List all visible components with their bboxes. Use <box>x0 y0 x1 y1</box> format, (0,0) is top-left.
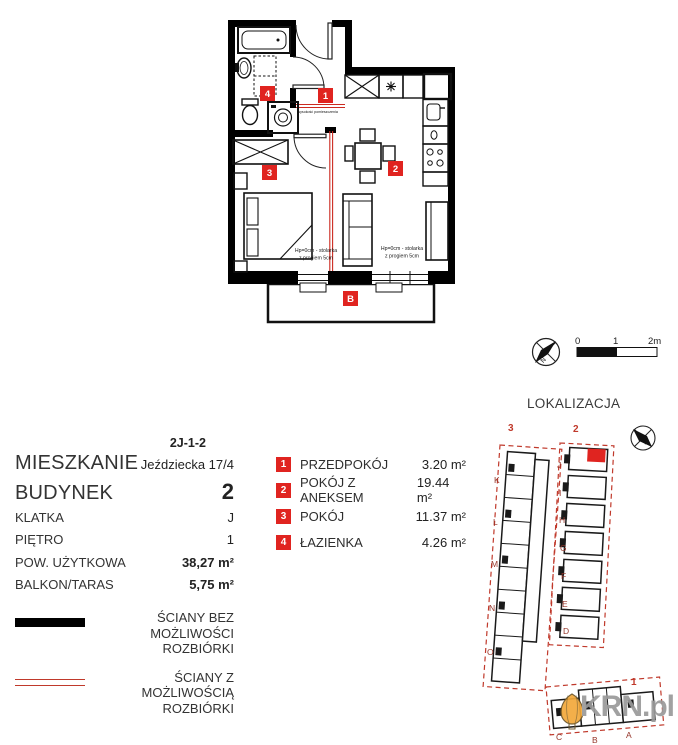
svg-text:D: D <box>563 626 570 636</box>
info-row-staircase: KLATKA J <box>15 509 234 525</box>
apartment-floor-plan <box>218 0 463 340</box>
krn-watermark <box>556 686 678 734</box>
svg-text:3: 3 <box>508 423 514 434</box>
svg-text:O: O <box>487 647 494 657</box>
sofa <box>343 194 372 266</box>
svg-text:J: J <box>557 460 562 470</box>
building-label: BUDYNEK <box>15 482 114 504</box>
highlighted-unit <box>587 448 606 462</box>
watermark-text: KRN.pl <box>580 690 674 723</box>
washbasin <box>237 58 251 78</box>
hall-annotation: wysokość pomieszczenia <box>297 109 338 114</box>
svg-text:2: 2 <box>573 424 579 435</box>
marker-balcony: B <box>347 294 354 305</box>
svg-text:L: L <box>493 517 498 527</box>
room-row-living: 2 POKÓJ Z ANEKSEM 19.44 m² <box>276 477 466 503</box>
info-row-usable-area: POW. UŻYTKOWA 38,27 m² <box>15 554 234 570</box>
marker-bedroom: 3 <box>266 168 273 179</box>
svg-text:G: G <box>560 543 567 553</box>
svg-text:K: K <box>494 475 500 485</box>
room-badge: 4 <box>276 535 291 550</box>
info-row-floor: PIĘTRO 1 <box>15 532 234 548</box>
table <box>355 143 381 169</box>
svg-text:1: 1 <box>631 677 637 688</box>
legend-solid-walls: ŚCIANY BEZ MOŻLIWOŚCI ROZBIÓRKI <box>15 610 234 657</box>
svg-text:Hp=0cm - stolarka: Hp=0cm - stolarka <box>294 248 338 254</box>
svg-text:C: C <box>556 732 563 742</box>
marker-living: 2 <box>392 164 399 175</box>
room-list <box>276 451 466 555</box>
svg-text:2m: 2m <box>648 336 662 347</box>
svg-text:F: F <box>561 571 567 581</box>
svg-text:z progiem 5cm: z progiem 5cm <box>384 253 420 260</box>
legend-demolishable-walls: ŚCIANY Z MOŻLIWOŚCIĄ ROZBIÓRKI <box>15 670 234 717</box>
unit-info-panel <box>15 436 234 596</box>
svg-text:H: H <box>559 515 566 525</box>
toilet <box>242 99 258 105</box>
address: Jeździecka 17/4 <box>140 457 234 472</box>
unit-code: 2J-1-2 <box>169 436 206 450</box>
room-badge: 3 <box>276 509 291 524</box>
svg-text:1: 1 <box>613 336 619 347</box>
room-badge: 1 <box>276 457 291 472</box>
svg-text:N: N <box>641 438 649 447</box>
marker-bathroom: 4 <box>264 89 271 100</box>
marker-hall: 1 <box>322 91 329 102</box>
room-badge: 2 <box>276 483 291 498</box>
svg-text:N: N <box>539 356 548 365</box>
svg-text:E: E <box>562 599 568 609</box>
building-number: 2 <box>221 479 234 504</box>
wardrobe <box>426 202 448 260</box>
room-row-bedroom: 3 POKÓJ 11.37 m² <box>276 503 466 529</box>
svg-text:N: N <box>489 603 496 613</box>
svg-text:B: B <box>592 735 598 745</box>
svg-text:A: A <box>626 730 632 740</box>
stove <box>423 144 448 172</box>
outer-walls <box>228 20 455 284</box>
svg-text:I: I <box>559 488 562 498</box>
svg-text:Hp=0cm - stolarka: Hp=0cm - stolarka <box>380 246 424 252</box>
site-compass-icon <box>631 426 655 450</box>
compass-and-scale <box>525 333 665 371</box>
svg-text:0: 0 <box>575 336 581 347</box>
solid-wall-swatch <box>15 618 85 627</box>
localization-title: LOKALIZACJA <box>527 396 621 411</box>
wall-legend <box>15 610 234 729</box>
room-row-bathroom: 4 ŁAZIENKA 4.26 m² <box>276 529 466 555</box>
scale-bar <box>575 336 661 357</box>
svg-text:M: M <box>491 559 499 569</box>
bathroom-fixtures <box>235 27 298 133</box>
compass-icon <box>533 339 560 366</box>
svg-text:z progiem 5cm: z progiem 5cm <box>298 255 334 262</box>
room-row-hall: 1 PRZEDPOKÓJ 3.20 m² <box>276 451 466 477</box>
apartment-label: MIESZKANIE <box>15 452 139 474</box>
demolishable-walls <box>296 105 345 272</box>
info-row-balcony: BALKON/TARAS 5,75 m² <box>15 577 234 593</box>
demolishable-wall-swatch <box>15 679 85 686</box>
